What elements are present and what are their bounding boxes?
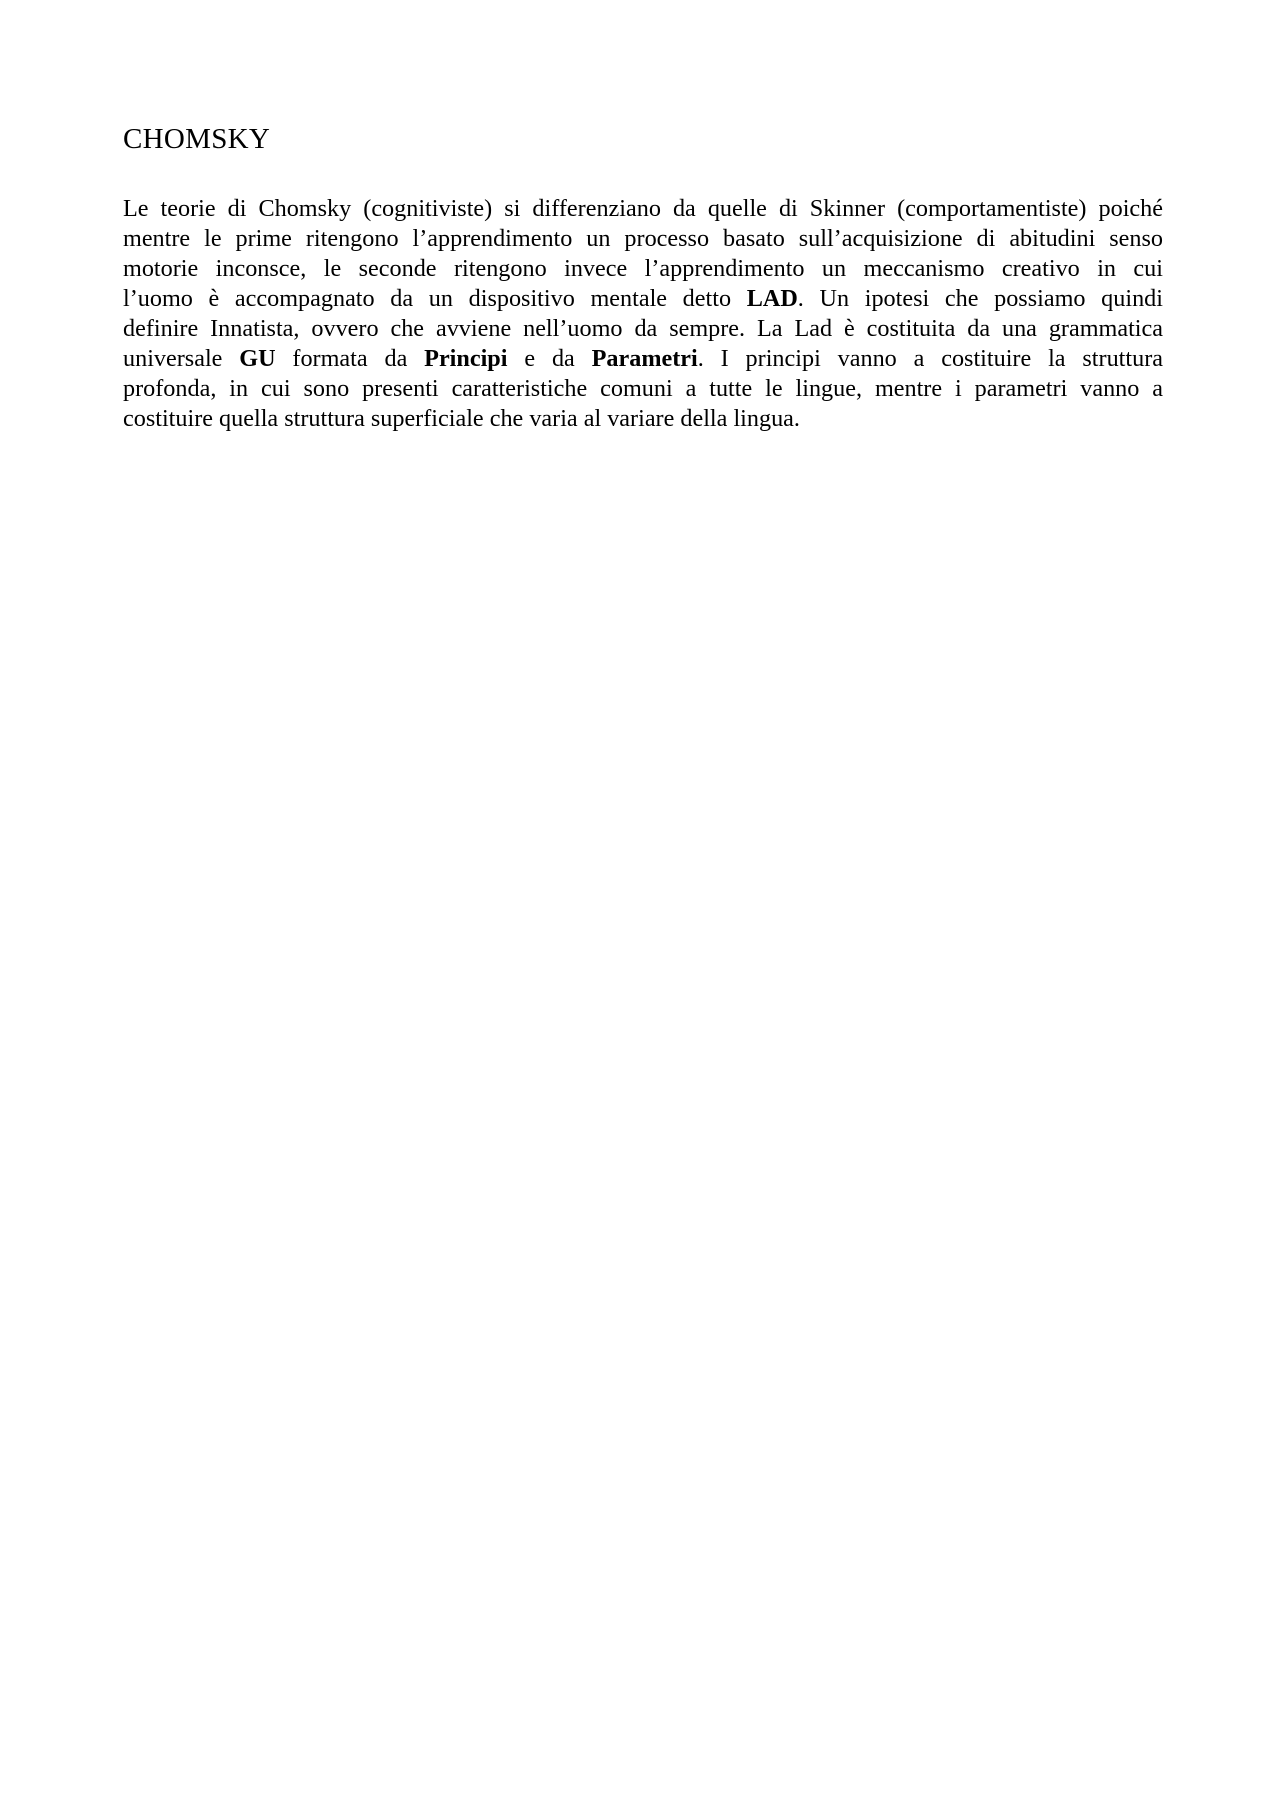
text-run: . Un ipotesi che possiamo quindi bbox=[797, 285, 1163, 312]
document-title: CHOMSKY bbox=[123, 123, 271, 155]
text-run: universale bbox=[123, 345, 240, 372]
bold-term: GU bbox=[239, 345, 276, 372]
paragraph-line bbox=[123, 224, 1163, 254]
text-run: costituire quella struttura superficiale che varia al variare della lingua. bbox=[123, 405, 800, 432]
paragraph-line bbox=[123, 374, 1163, 404]
text-run: profonda, in cui sono presenti caratteristiche comuni a tutte le lingue, mentre i parametri vanno a bbox=[123, 375, 1163, 402]
bold-term: LAD bbox=[746, 285, 798, 312]
text-run: . I principi vanno a costituire la struttura bbox=[697, 345, 1163, 372]
paragraph-line bbox=[123, 344, 1163, 374]
text-run: Le teorie di Chomsky (cognitiviste) si differenziano da quelle di Skinner (comportamentiste) poiché bbox=[123, 195, 1163, 222]
paragraph-line bbox=[123, 314, 1163, 344]
text-run: l’uomo è accompagnato da un dispositivo mentale detto bbox=[123, 285, 747, 312]
paragraph-line bbox=[123, 254, 1163, 284]
text-run: mentre le prime ritengono l’apprendimento un processo basato sull’acquisizione di abitudini senso bbox=[123, 225, 1163, 252]
bold-term: Parametri bbox=[591, 345, 698, 372]
paragraph-line bbox=[123, 284, 1163, 314]
document-content bbox=[123, 122, 1163, 434]
body-paragraph bbox=[123, 194, 1163, 434]
text-run: definire Innatista, ovvero che avviene nell’uomo da sempre. La Lad è costituita da una grammatica bbox=[123, 315, 1163, 342]
paragraph-line bbox=[123, 194, 1163, 224]
bold-term: Principi bbox=[424, 345, 508, 372]
text-run: motorie inconsce, le seconde ritengono invece l’apprendimento un meccanismo creativo in cui bbox=[123, 255, 1163, 282]
text-run: e da bbox=[507, 345, 592, 372]
text-run: formata da bbox=[275, 345, 425, 372]
paragraph-line bbox=[123, 404, 1163, 434]
